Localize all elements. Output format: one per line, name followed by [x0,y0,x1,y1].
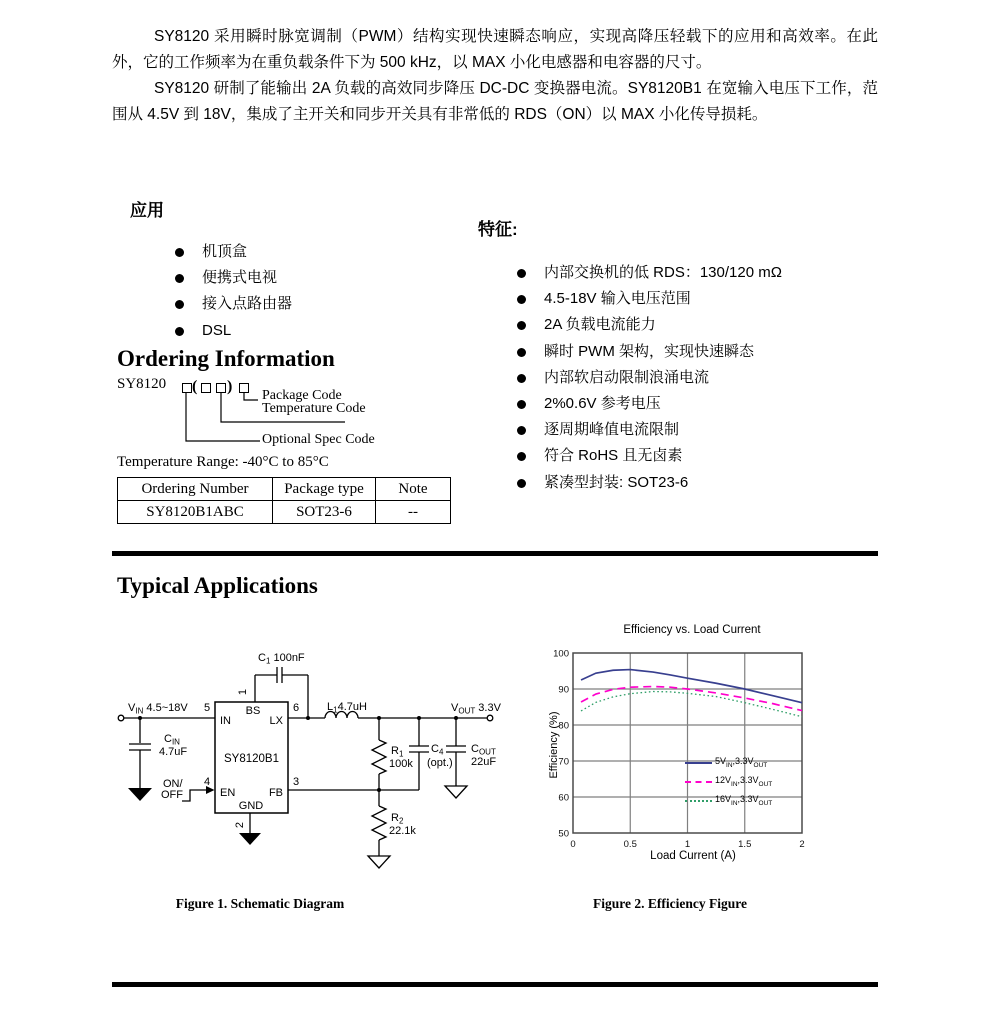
legend-item-16vin [685,791,772,810]
applications-list [175,239,292,344]
r2-value: 22.1k [389,825,416,837]
ordering-heading: Ordering Information [117,346,335,371]
legend-item-5vin [685,753,772,772]
pin-lx-label: LX [269,715,283,727]
pin-bs-label: BS [245,705,261,717]
features-list [517,260,782,496]
applications-heading: 应用 [130,201,164,220]
list-item: 内部交换机的低 RDS：130/120 mΩ [517,260,782,286]
cell-note: -- [376,501,451,524]
list-item: 2A 负载电流能力 [517,312,782,338]
legend-line-dashed [685,781,712,783]
pin6-number: 6 [293,702,300,714]
typical-applications-heading: Typical Applications [117,573,318,598]
r2-ground-symbol [368,856,390,868]
cell-package-type: SOT23-6 [273,501,376,524]
intro-section [112,24,878,128]
svg-text:0: 0 [570,839,576,850]
table-row [118,501,451,524]
vout-label: $V_{OUT}$ 3.3V [451,702,501,716]
ordering-code-diagram [112,374,452,454]
legend-line-solid [685,762,712,764]
col-note: Note [376,478,451,501]
intro-paragraph-2: SY8120 研制了能输出 2A 负载的高效同步降压 DC-DC 变换器电流。SY8120B1 在宽输入电压下工作，范围从 4.5V 到 18V，集成了主开关和同步开关具有非常低的 RDS（ON）以 MAX 小化传导损耗。 [112,80,878,123]
cout-value: 22uF [471,756,497,768]
c4-value: (opt.) [427,757,453,769]
x-axis-label: Load Current (A) [650,850,736,862]
svg-text:2: 2 [799,839,805,850]
list-item: 便携式电视 [175,265,292,291]
pin2-number: 2 [234,821,246,829]
efficiency-chart [538,620,883,875]
legend-line-dotted [685,800,712,802]
section-divider-bottom [112,982,878,987]
c4-label: $C_4$ [431,743,444,757]
list-item: 2%0.6V 参考电压 [517,391,782,417]
vin-terminal [118,715,124,721]
r1-label: $R_1$ [391,745,404,759]
chart-legend [685,753,772,810]
pin1-number: 1 [237,688,249,696]
list-item: 瞬时 PWM 架构，实现快速瞬态 [517,339,782,365]
col-ordering-number: Ordering Number [118,478,273,501]
figure1-caption: Figure 1. Schematic Diagram [175,896,345,911]
pin-fb-label: FB [268,787,283,799]
list-item: 符合 RoHS 且无卤素 [517,443,782,469]
vout-terminal [487,715,493,721]
y-axis-label: Efficiency (%) [548,711,560,779]
pin5-number: 5 [204,702,211,714]
paren-open: ( [192,378,198,395]
list-item: 紧凑型封装: SOT23-6 [517,470,782,496]
optional-spec-code-label: Optional Spec Code [262,432,375,447]
svg-text:90: 90 [558,684,569,696]
r1-symbol [372,740,386,774]
svg-text:60: 60 [558,792,569,804]
r2-label: $R_2$ [391,812,404,826]
table-header-row [118,478,451,501]
pin3-number: 3 [293,776,300,788]
list-item: 内部软启动限制浪涌电流 [517,365,782,391]
pin-gnd-label: GND [238,800,264,812]
pin-en-label: EN [220,787,236,799]
on-label: ON/ [163,778,183,790]
schematic-figure [100,640,560,890]
cout-label: $C_{OUT}$ [471,743,496,757]
temperature-range: Temperature Range: -40°C to 85°C [117,454,329,470]
cell-ordering-number: SY8120B1ABC [118,501,273,524]
cin-ground-symbol [128,788,152,801]
svg-text:0.5: 0.5 [623,839,637,850]
vin-label: $V_{IN}$ 4.5~18V [128,702,188,716]
cin-label: $C_{IN}$ [164,733,180,747]
list-item: 逐周期峰值电流限制 [517,417,782,443]
col-package-type: Package type [273,478,376,501]
ordering-table [117,477,451,524]
r1-value: 100k [389,758,413,770]
chart-title: Efficiency vs. Load Current [623,624,761,636]
legend-label: $12V_{IN},3.3V_{OUT}$ [715,775,773,788]
package-code-label: Package Code [262,388,342,403]
legend-label: $16V_{IN},3.3V_{OUT}$ [715,794,773,807]
r2-symbol [372,806,386,840]
list-item: 4.5-18V 输入电压范围 [517,286,782,312]
svg-text:100: 100 [553,648,569,660]
pin-in-label: IN [220,715,231,727]
ic-name: SY8120B1 [224,753,279,765]
list-item: 机顶盒 [175,239,292,265]
legend-label: $5V_{IN},3.3V_{OUT}$ [715,756,768,769]
list-item: DSL [175,318,292,344]
chart-plot-area [538,620,883,875]
svg-text:1: 1 [684,839,691,850]
svg-text:1.5: 1.5 [738,839,752,850]
off-label: OFF [161,789,183,801]
l1-label: $L_14.7uH$ [327,701,367,715]
section-divider-top [112,551,878,556]
c1-label: $C_1$ 100nF [258,652,305,666]
intro-paragraph-1: SY8120 采用瞬时脉宽调制（PWM）结构实现快速瞬态响应，实现高降压轻载下的应用和高效率。在此外，它的工作频率为在重负载条件下为 500 kHz，以 MAX 小化电感器和电容器的尺寸。 [112,28,878,71]
temperature-code-label: Temperature Code [262,401,366,416]
pin4-number: 4 [204,776,211,788]
ic-ground-symbol [239,833,261,845]
cout-ground-symbol [445,786,467,798]
features-heading: 特征: [478,220,518,239]
svg-text:80: 80 [558,720,569,732]
part-number-prefix: SY8120 [117,376,167,392]
cin-value: 4.7uF [159,746,188,758]
list-item: 接入点路由器 [175,291,292,317]
legend-item-12vin [685,772,772,791]
figure2-caption: Figure 2. Efficiency Figure [593,896,747,911]
svg-text:70: 70 [558,756,569,768]
paren-close: ) [227,378,233,395]
svg-text:50: 50 [558,828,569,840]
